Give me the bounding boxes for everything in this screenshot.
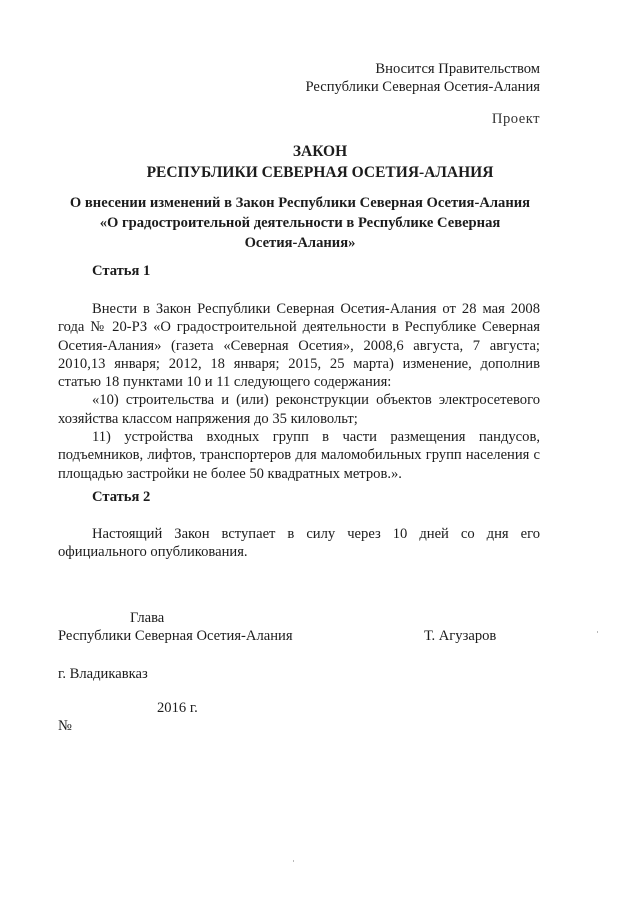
article2-body bbox=[58, 525, 540, 562]
article1-body bbox=[58, 300, 540, 483]
scan-speck bbox=[597, 631, 598, 633]
submitted-by-line1: Вносится Правительством bbox=[375, 61, 540, 77]
document-title bbox=[0, 141, 640, 183]
article1-paragraph3: 11) устройства входных групп в части размещения пандусов, подъемников, лифтов, транспортеров для маломобильных групп населения с площадью застройки не более 50 квадратных метров.». bbox=[58, 429, 540, 482]
signature-name: Т. Агузаров bbox=[424, 628, 497, 644]
submitted-by-line2: Республики Северная Осетия-Алания bbox=[305, 79, 540, 95]
submitted-by-block bbox=[305, 60, 540, 96]
draft-label: Проект bbox=[491, 111, 540, 127]
article2-paragraph1: Настоящий Закон вступает в силу через 10 дней со дня его официального опубликования. bbox=[58, 526, 540, 561]
document-subtitle-line3: Осетия-Алания» bbox=[244, 235, 356, 251]
signature-position-line2: Республики Северная Осетия-Алания bbox=[58, 628, 293, 644]
city-label: г. Владикавказ bbox=[58, 666, 148, 682]
signature-position-line1: Глава bbox=[130, 610, 165, 626]
document-title-line2: РЕСПУБЛИКИ СЕВЕРНАЯ ОСЕТИЯ-АЛАНИЯ bbox=[146, 164, 494, 181]
article1-heading: Статья 1 bbox=[92, 263, 151, 279]
document-subtitle bbox=[52, 193, 548, 253]
number-sign: № bbox=[58, 718, 72, 734]
document-title-line1: ЗАКОН bbox=[292, 143, 348, 160]
document-subtitle-line2: «О градостроительной деятельности в Республике Северная bbox=[99, 215, 501, 231]
scan-speck bbox=[293, 860, 294, 862]
article2-heading: Статья 2 bbox=[92, 489, 151, 505]
article1-paragraph2: «10) строительства и (или) реконструкции объектов электросетевого хозяйства классом напряжения до 35 киловольт; bbox=[58, 392, 540, 427]
article1-paragraph1: Внести в Закон Республики Северная Осетия-Алания от 28 мая 2008 года № 20-РЗ «О градостроительной деятельности в Республике Северная Осетия-Алания» (газета «Северная Осетия», 2008,6 августа, 7 августа; 2010,13 января; 2012, 18 января; 2015, 25 марта) изменение, дополнив статью 18 пунктами 10 и 11 следующего содержания: bbox=[58, 301, 540, 391]
document-subtitle-line1: О внесении изменений в Закон Республики Северная Осетия-Алания bbox=[69, 195, 531, 211]
year-label: 2016 г. bbox=[157, 700, 198, 716]
